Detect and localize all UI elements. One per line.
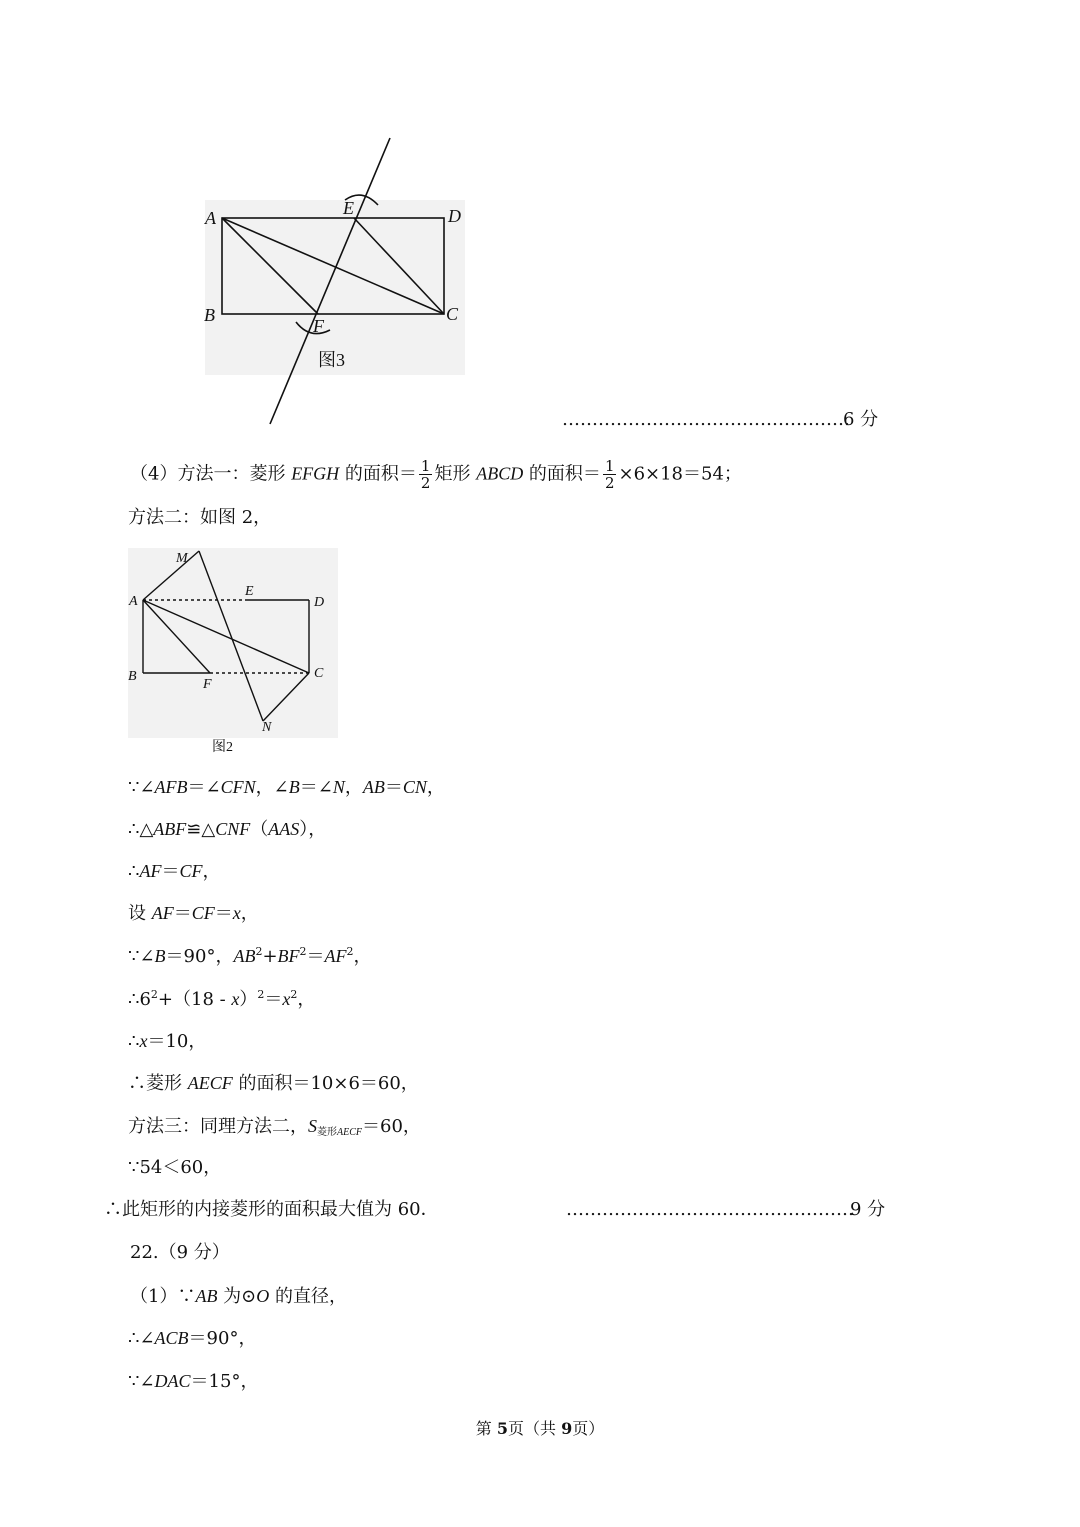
label-e: E: [343, 198, 354, 218]
page-footer: 第 5页（共 9页）: [475, 1419, 605, 1438]
proof-line-7: ∴x＝10，: [128, 1031, 207, 1052]
score-dots-6: …………………………………………: [562, 409, 850, 430]
label-b: B: [128, 669, 137, 684]
label-a: A: [129, 594, 138, 609]
q22-line-1: （1）∵AB 为⊙O 的直径，: [130, 1286, 347, 1307]
proof-line-10: ∵54＜60，: [128, 1157, 222, 1178]
figure-2-caption: 图2: [212, 740, 233, 755]
label-a: A: [205, 208, 216, 228]
fraction-half-1: $\frac{1}{2}$: [420, 457, 431, 492]
label-e: E: [245, 584, 254, 599]
question-22-heading: 22.（9 分）: [130, 1242, 230, 1263]
proof-line-3: ∴AF＝CF，: [128, 861, 221, 882]
score-6: 6 分: [843, 409, 879, 430]
proof-line-11: ∴此矩形的内接菱形的面积最大值为 60．: [104, 1199, 439, 1220]
figure-2: [120, 540, 340, 760]
method-one-line: （4）方法一：菱形 EFGH 的面积＝ $\frac{1}{2}$ 矩形 ABCD 的面积＝ $\frac{1}{2}$ ×6×18＝54；: [130, 457, 742, 492]
proof-line-9: 方法三：同理方法二，S菱形AECF＝60，: [128, 1116, 421, 1138]
label-c: C: [446, 304, 459, 324]
proof-line-4: 设 AF＝CF＝x，: [128, 903, 259, 924]
proof-line-2: ∴△ABF≌△CNF（AAS），: [128, 819, 327, 840]
method-two-line: 方法二：如图 2，: [128, 507, 272, 528]
label-c: C: [314, 666, 324, 681]
label-d: D: [314, 595, 325, 610]
label-m: M: [176, 551, 188, 566]
label-n: N: [262, 720, 272, 735]
figure-3: [190, 130, 490, 430]
q22-line-2: ∴∠ACB＝90°，: [128, 1328, 257, 1349]
proof-line-5: ∵∠B＝90°，$AB^2+BF^2=AF^2$，: [128, 945, 372, 967]
label-f: F: [203, 677, 212, 692]
figure-3-caption: 图3: [318, 350, 345, 370]
score-9: 9 分: [850, 1199, 886, 1220]
proof-line-8: ∴菱形 AECF 的面积＝10×6＝60，: [128, 1073, 419, 1094]
proof-line-1: ∵∠AFB＝∠CFN，∠B＝∠N，AB＝CN，: [128, 777, 445, 798]
q22-line-3: ∵∠DAC＝15°，: [128, 1371, 259, 1392]
label-b: B: [204, 305, 215, 325]
proof-line-6: $\therefore 6^2+(18 - x)^2=x^2$，: [128, 988, 316, 1010]
fraction-half-2: $\frac{1}{2}$: [604, 457, 615, 492]
score-dots-9: …………………………………………: [566, 1199, 854, 1220]
label-f: F: [313, 316, 324, 336]
label-d: D: [448, 206, 461, 226]
